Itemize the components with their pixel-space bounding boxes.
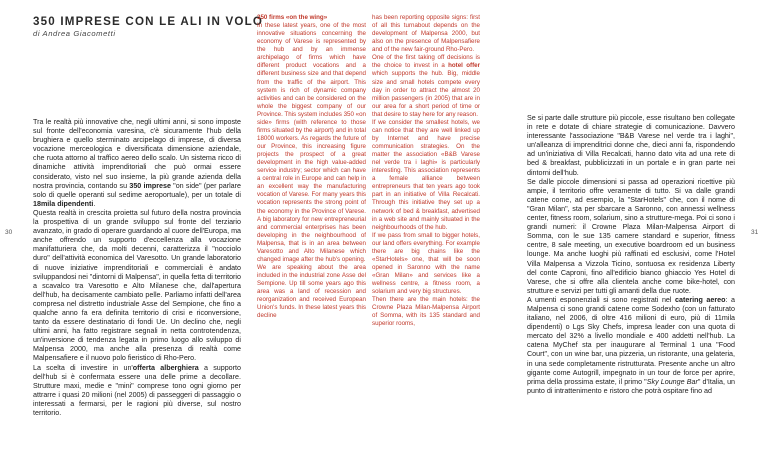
- page-number-right: 31: [751, 229, 759, 236]
- italian-article-column-1: [33, 118, 241, 418]
- page-number-left: 30: [5, 229, 13, 236]
- translation-heading: 350 firms «on the wing»: [257, 14, 328, 21]
- paragraph: One of the first taking off decisions is the choice to invest in a hotel offer which supports the hub. Big, middle size and small hotels compete every day in order to attract the almost 20 million passengers (in 2005) that are in our area for a short period of time or that desire to stay here for any reason.: [372, 54, 480, 118]
- paragraph: If we consider the smallest hotels, we can notice that they are well linked up by Internet and have precise communication strategies. On the matter the association «B&B Varese nel verde tra i laghi» is particularly interesting. This association represents a female alliance between entrepreneurs that ten years ago took part in an initiative of Villa Recalcati. Through this initiative they set up a network of bed & breakfast, advertised in a web site and mainly situated in the neighbourhoods of the hub.: [372, 118, 480, 231]
- highlight: 18mila dipendenti: [33, 199, 94, 208]
- paragraph: Se dalle piccole dimensioni si passa ad operazioni ricettive più ampie, il territorio offre veramente di tutto. Si va dalle grandi catene come, ad esempio, la "StarHotels" che, con il nome di "Gran Milan", sta per sbarcare a Saronno, con annessi wellness center, fitness room, solarium, sino a strutture-mega. Poi ci sono i grandi numeri: il Crowne Plaza Milan-Malpensa Airport di Somma, con le sue 135 camere standard e superior, fitness centre, 8 sale meeting, un executive boardroom ed un business lounge. Ma anche luoghi più raffinati ed esclusivi, come l'Hotel Villa Malpensa a Vizzola Ticino, sontuosa ex residenza Liberty del conte Caproni, fino all'edificio bianco ghiaccio Yes Hotel di Varese, che si offre alla clientela anche come bike-hotel, con strutture e servizi per tutti gli amanti della due ruote.: [527, 177, 735, 295]
- paragraph: Tra le realtà più innovative che, negli ultimi anni, si sono imposte sul fronte dell'economia varesina, c'è sicuramente l'hub della brughiera e quello sterminato arcipelago di imprese, di diversa vocazione merceologica e diversificata dimensione aziendale, che ruota attorno al traffico aereo dello scalo. Un sistema ricco di dinamiche attività imprenditoriali che può ormai essere considerato, visto nel suo insieme, la più grande azienda della nostra provincia, contando su 350 imprese "on side" (per parlare solo di quelle operanti sul sedime aeroportuale), per un totale di 18mila dipendenti.: [33, 118, 241, 208]
- highlight: offerta alberghiera: [132, 363, 199, 372]
- paragraph: has been reporting opposite signs: first of all this turnabout depends on the development of Malpensa 2000, but also on the presence of Malpensafiere and of the new fair-ground Rho-Pero.: [372, 14, 480, 54]
- paragraph: In these latest years, one of the most innovative situations concerning the economy of Varese is represented by the hub and by an immense archipelago of firms which have different product vocations and a different business size and that depend from the traffic of the airport. This system is rich of dynamic company activities and can be considered on the whole the biggest company of our Province. This system includes 350 «on side» firms (with reference to those firms situated by the airport) and in total 18000 workers. As regards the future of our Province, this increasing figure projects the prospect of a great development in the high value-added service industry; sector which can have a central role in Europe and can help in an excellent way the manufacturing vocation of Varese. For many years this vocation represents the strong point of the economy in the Province of Varese. A big laboratory for new entrepreneurial and commercial enterprises has been developing in the neighbourhood of Malpensa, that is in an area between Varesotto and Alto Milanese which changed image after the hub's opening.: [257, 22, 366, 263]
- highlight: hotel offer: [448, 62, 480, 70]
- english-translation-column-2: [372, 14, 480, 328]
- paragraph: We are speaking about the area included in the industrial zone Asse del Sempione. Up till some years ago this area was a land of recession and reorganization and received European Union's funds. In these latest years this decline: [257, 263, 366, 320]
- paragraph: Then there are the main hotels: the Crowne Plaza Milan-Malpensa Airport of Somma, with its 135 standard and superior rooms,: [372, 296, 480, 328]
- paragraph: A umenti esponenziali si sono registrati nel catering aereo: a Malpensa ci sono grandi catene come Sodexho (con un fatturato italiano, nel 2006, di oltre 416 milioni di euro, più di 11mila dipendenti) o Lgs Sky Chefs, impresa leader con una quota di mercato del 32% a livello mondiale e 400 addetti nell'hub. La catena MyChef sta per inaugurare al Terminal 1 una "Food Court", con un wine bar, una pizzeria, un ristorante, una gelateria, in una sede completamente ristrutturata. Presente anche un altro gigante come Autogrill, impegnato in un tour de force per aprire, prima della prossima estate, il primo "Sky Lounge Bar" d'Italia, un punto di intrattenimento e ristoro che potrà ospitare fino ad: [527, 295, 736, 395]
- article-title: 350 IMPRESE CON LE ALI IN VOLO: [33, 15, 264, 28]
- paragraph: Questa realtà in crescita proietta sul futuro della nostra provincia la prospettiva di un grande sviluppo sul fronte del terziario avanzato, in grado di operare guardando al cuore dell'Europa, ma anche offrendo un supporto d'eccellenza alla vocazione manifatturiera che, da molti decenni, caratterizza il "nocciolo duro" dell'attività economica del Varesotto. Un grande laboratorio di nuove iniziative imprenditoriali e commerciali è andato sviluppandosi nei "dintorni di Malpensa", in quella fetta di territorio a scavalco tra Varesotto e Alto Milanese che, dall'apertura dell'hub, ha decisamente cambiato pelle. Parliamo infatti dell'area compresa nel distretto industriale Asse del Sempione, che fino a qualche anno fa era definita territorio di crisi e riconversione, tanto da essere destinatario di fondi Ue. Un declino che, negli ultimi anni, ha fatto registrare segnali in netta controtendenza, un'inversione di tendenza legata in primo luogo allo sviluppo di Malpensa 2000, ma anche alla presenza di realtà come Malpensafiere e il nuovo polo fieristico di Rho-Pero.: [33, 208, 241, 363]
- article-author: di Andrea Giacometti: [33, 29, 116, 38]
- paragraph: Se si parte dalle strutture più piccole, esse risultano ben collegate in rete e dotate di chiare strategie di comunicazione. Davvero interessante l'associazione "B&B Varese nel verde tra i laghi", un'alleanza di imprenditrici donne che, dieci anni fa, rispondendo ad un'iniziativa di Villa Recalcati, hanno dato vita ad una rete di bed & breakfast, pubblicizzati in un portale e in gran parte nei dintorni dell'hub.: [527, 114, 735, 177]
- highlight: 350 imprese: [129, 181, 171, 190]
- italian-article-column-2: [527, 114, 735, 396]
- paragraph: La scelta di investire in un'offerta alberghiera a supporto dell'hub si è confermata essere una delle prime a decollare. Strutture maxi, medie e "mini" comprese tono ogni giorno per attrarre i quasi 20 milioni (nel 2005) di passeggeri di passaggio o interessati a fermarsi, per le ragioni più diverse, sul nostro territorio.: [33, 363, 241, 417]
- paragraph: If we pass from small to bigger hotels, our land offers everything. For example there are big chains like the «StarHotels» one, that will be soon opened in Saronno with the name «Gran Milan» and services like a wellness centre, a fitness room, a solarium and very big structures.: [372, 231, 480, 296]
- italic-name: Sky Lounge Bar: [646, 377, 698, 386]
- highlight: catering aereo: [675, 295, 726, 304]
- english-translation-column-1: [257, 14, 366, 320]
